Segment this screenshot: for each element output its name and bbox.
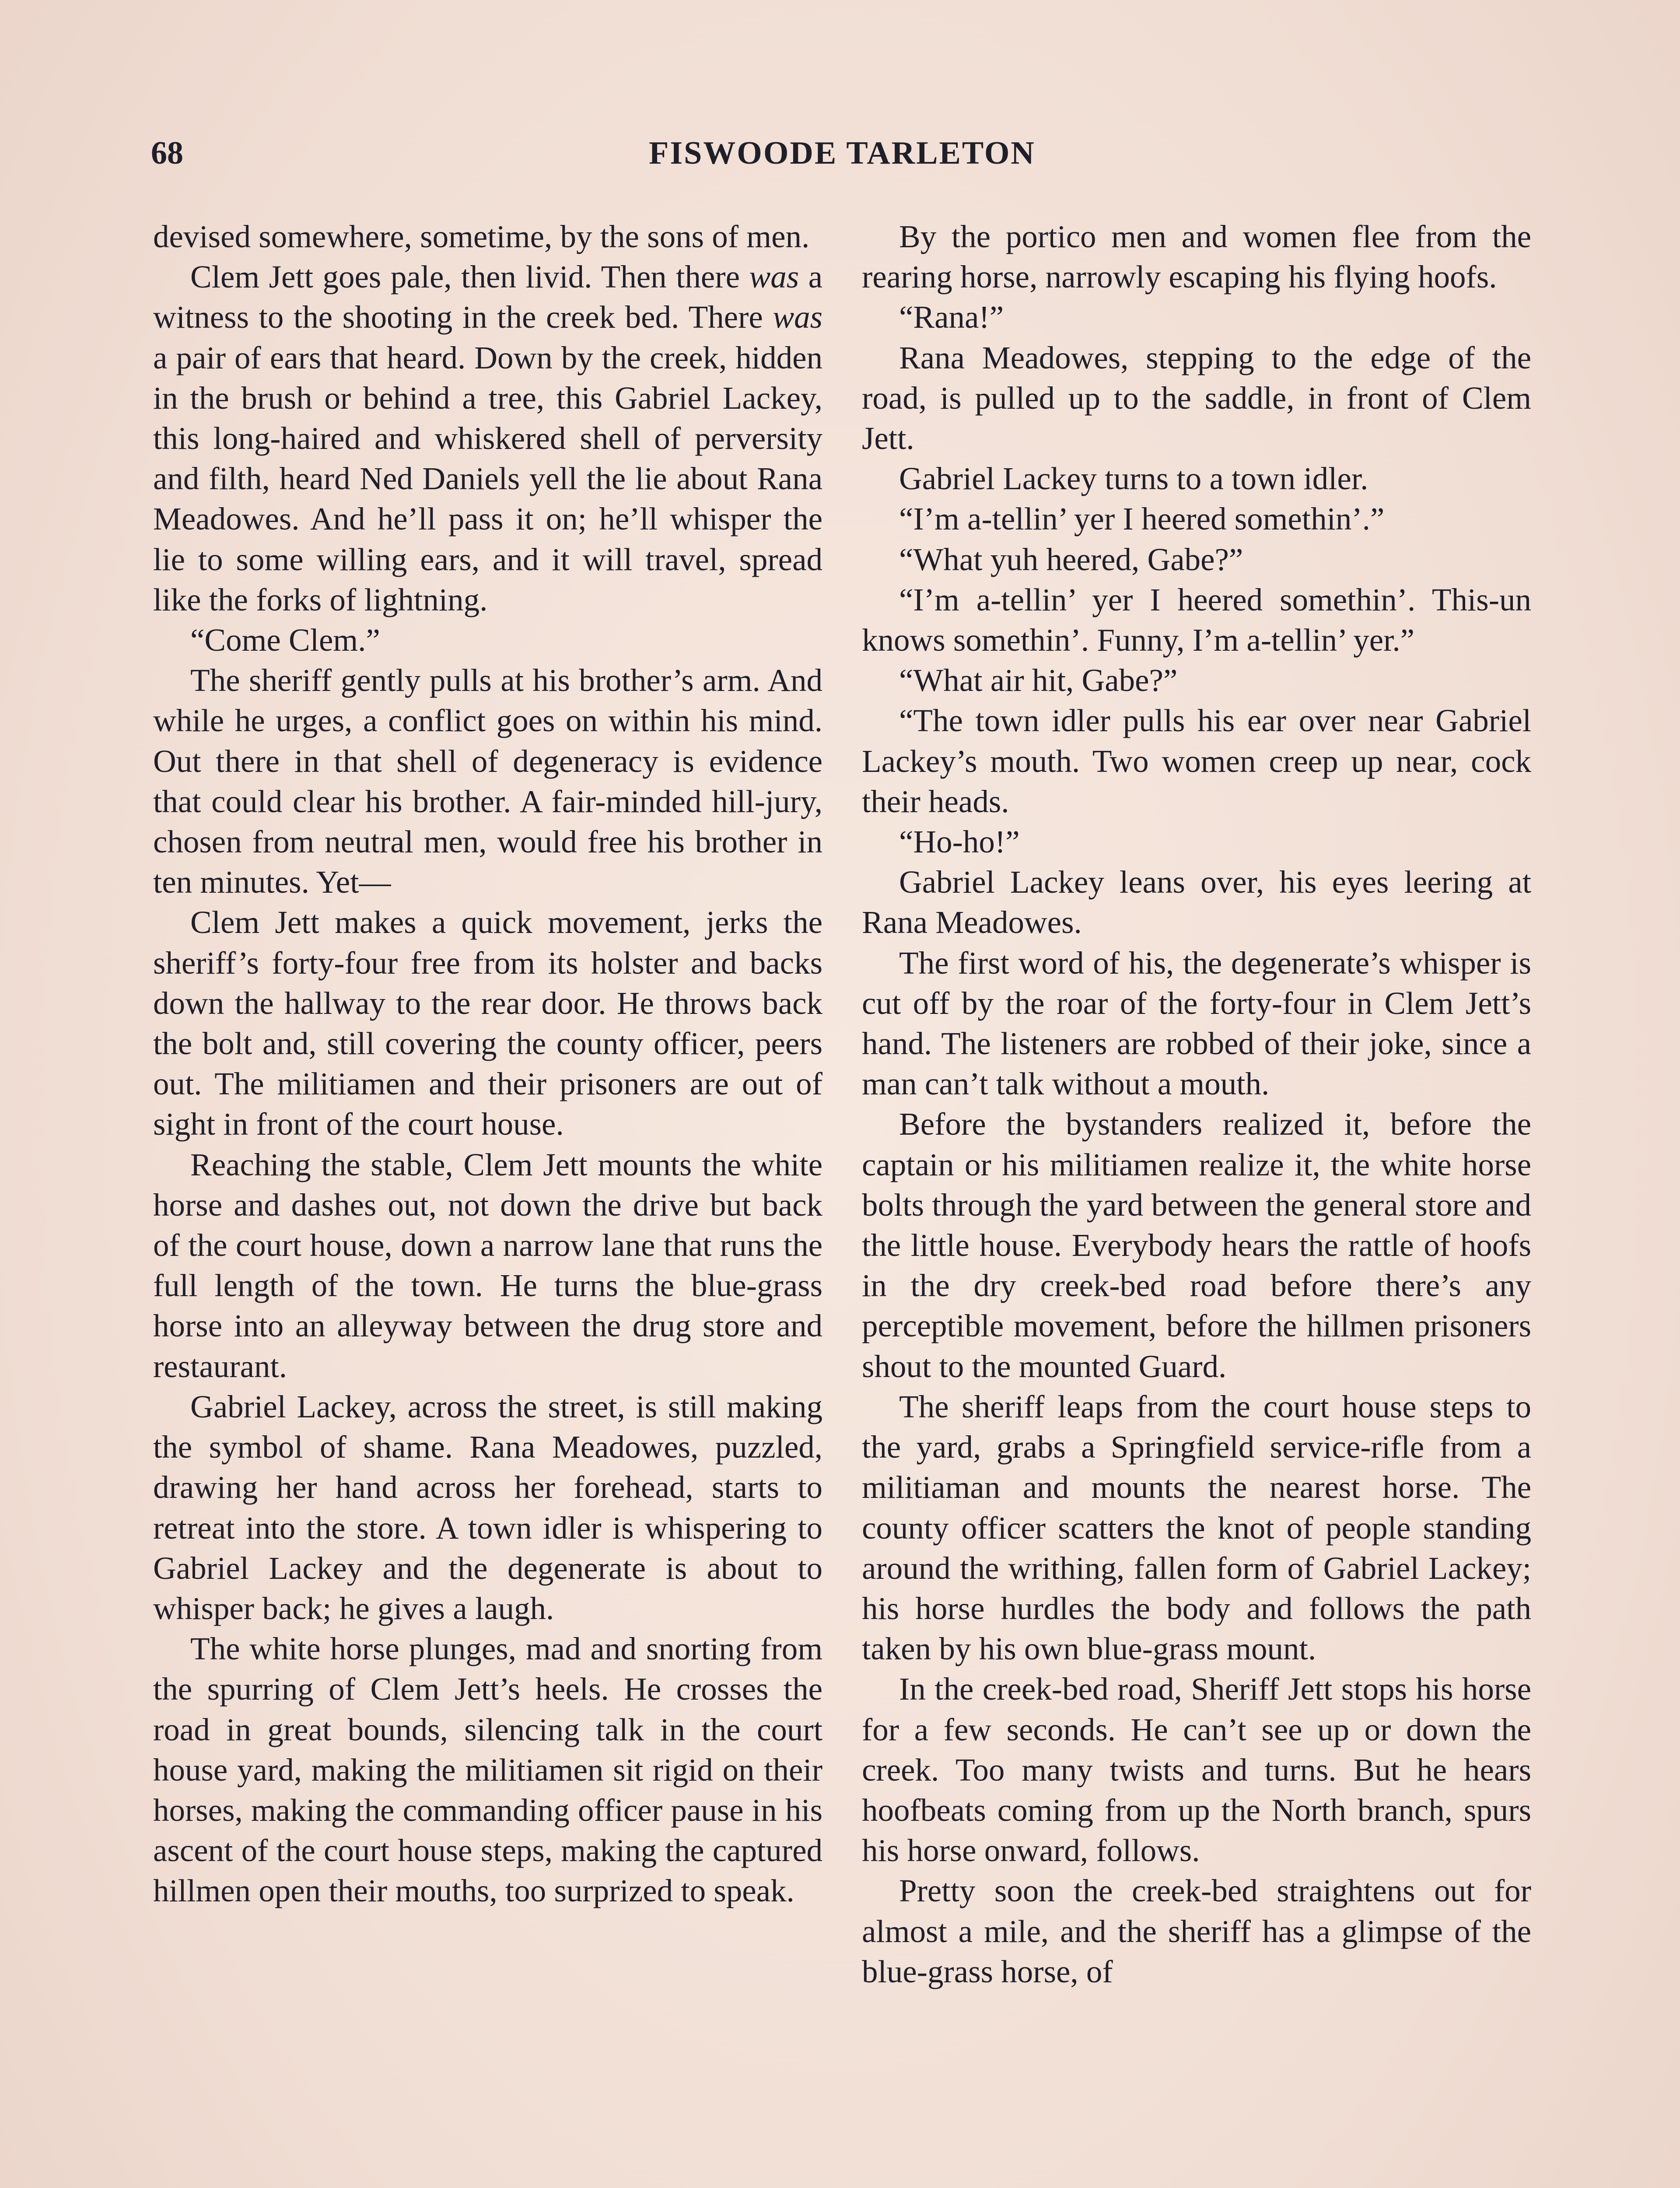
paragraph: “Ho-ho!”: [899, 824, 1020, 860]
paragraph: Gabriel Lackey turns to a town idler.: [899, 461, 1368, 497]
paragraph: The sheriff leaps from the court house steps to the yard, grabs a Springfield service-rifle from a militiaman and mounts the nearest horse. The county officer scatters the knot of people standing around the writhing, fallen form of Gabriel Lackey; his horse hurdles the body and follows the path taken by his own blue-grass mount.: [862, 1389, 1531, 1667]
text-columns: [153, 217, 1531, 2188]
paragraph: “I’m a-tellin’ yer I heered somethin’. This-un knows somethin’. Funny, I’m a-tellin’ yer.”: [862, 582, 1531, 658]
paragraph: In the creek-bed road, Sheriff Jett stops his horse for a few seconds. He can’t see up or down the creek. Too many twists and turns. But he hears hoofbeats coming from up the North branch, spurs his horse onward, follows.: [862, 1671, 1531, 1869]
emphasis: was: [773, 299, 822, 335]
paragraph: “Come Clem.”: [190, 622, 380, 658]
paragraph: devised somewhere, sometime, by the sons of men.: [153, 219, 810, 254]
running-title: FISWOODE TARLETON: [649, 135, 1036, 171]
paragraph: By the portico men and women flee from the rearing horse, narrowly escaping his flying hoofs.: [862, 219, 1531, 295]
paragraph: Pretty soon the creek-bed straightens out for almost a mile, and the sheriff has a glimpse of the blue-grass horse, of: [862, 1873, 1531, 1989]
right-column: [862, 217, 1531, 1992]
page-number: 68: [151, 135, 183, 171]
left-column: [153, 217, 822, 1911]
paragraph: Gabriel Lackey leans over, his eyes leering at Rana Meadowes.: [862, 864, 1531, 940]
paragraph: The sheriff gently pulls at his brother’s arm. And while he urges, a conflict goes on within his mind. Out there in that shell of degeneracy is evidence that could clear his brother. A fair-minded hill-jury, chosen from neutral men, would free his brother in ten minutes. Yet—: [153, 663, 822, 900]
paragraph: “Rana!”: [899, 299, 1004, 335]
paragraph: “What air hit, Gabe?”: [899, 663, 1178, 698]
paragraph: “What yuh heered, Gabe?”: [899, 541, 1243, 577]
paragraph: The first word of his, the degenerate’s whisper is cut off by the roar of the forty-four in Clem Jett’s hand. The listeners are robbed of their joke, since a man can’t talk without a mouth.: [862, 945, 1531, 1102]
paragraph: The white horse plunges, mad and snorting from the spurring of Clem Jett’s heels. He crosses the road in great bounds, silencing talk in the court house yard, making the militiamen sit rigid on their horses, making the commanding officer pause in his ascent of the court house steps, making the captured hillmen open their mouths, too surprized to speak.: [153, 1631, 822, 1909]
paragraph: Rana Meadowes, stepping to the edge of the road, is pulled up to the saddle, in front of Clem Jett.: [862, 340, 1531, 456]
paragraph: Gabriel Lackey, across the street, is still making the symbol of shame. Rana Meadowes, puzzled, drawing her hand across her forehead, starts to retreat into the store. A town idler is whispering to Gabriel Lackey and the degenerate is about to whisper back; he gives a laugh.: [153, 1389, 822, 1626]
paragraph: Before the bystanders realized it, before the captain or his militiamen realize it, the white horse bolts through the yard between the general store and the little house. Everybody hears the rattle of hoofs in the dry creek-bed road before there’s any perceptible movement, before the hillmen prisoners shout to the mounted Guard.: [862, 1106, 1531, 1384]
paragraph: “The town idler pulls his ear over near Gabriel Lackey’s mouth. Two women creep up near, cock their heads.: [862, 703, 1531, 819]
emphasis: was: [749, 259, 799, 295]
page-header: [151, 131, 1533, 179]
paragraph: Clem Jett goes pale, then livid. Then there was a witness to the shooting in the creek bed. There was a pair of ears that heard. Down by the creek, hidden in the brush or behind a tree, this Gabriel Lackey, this long-haired and whiskered shell of perversity and filth, heard Ned Daniels yell the lie about Rana Meadowes. And he’ll pass it on; he’ll whisper the lie to some willing ears, and it will travel, spread like the forks of lightning.: [153, 259, 823, 617]
paragraph: “I’m a-tellin’ yer I heered somethin’.”: [899, 501, 1385, 537]
paragraph: Clem Jett makes a quick movement, jerks the sheriff’s forty-four free from its holster and backs down the hallway to the rear door. He throws back the bolt and, still covering the county officer, peers out. The militiamen and their prisoners are out of sight in front of the court house.: [153, 905, 822, 1142]
paragraph: Reaching the stable, Clem Jett mounts the white horse and dashes out, not down the drive but back of the court house, down a narrow lane that runs the full length of the town. He turns the blue-grass horse into an alleyway between the drug store and restaurant.: [153, 1147, 822, 1384]
